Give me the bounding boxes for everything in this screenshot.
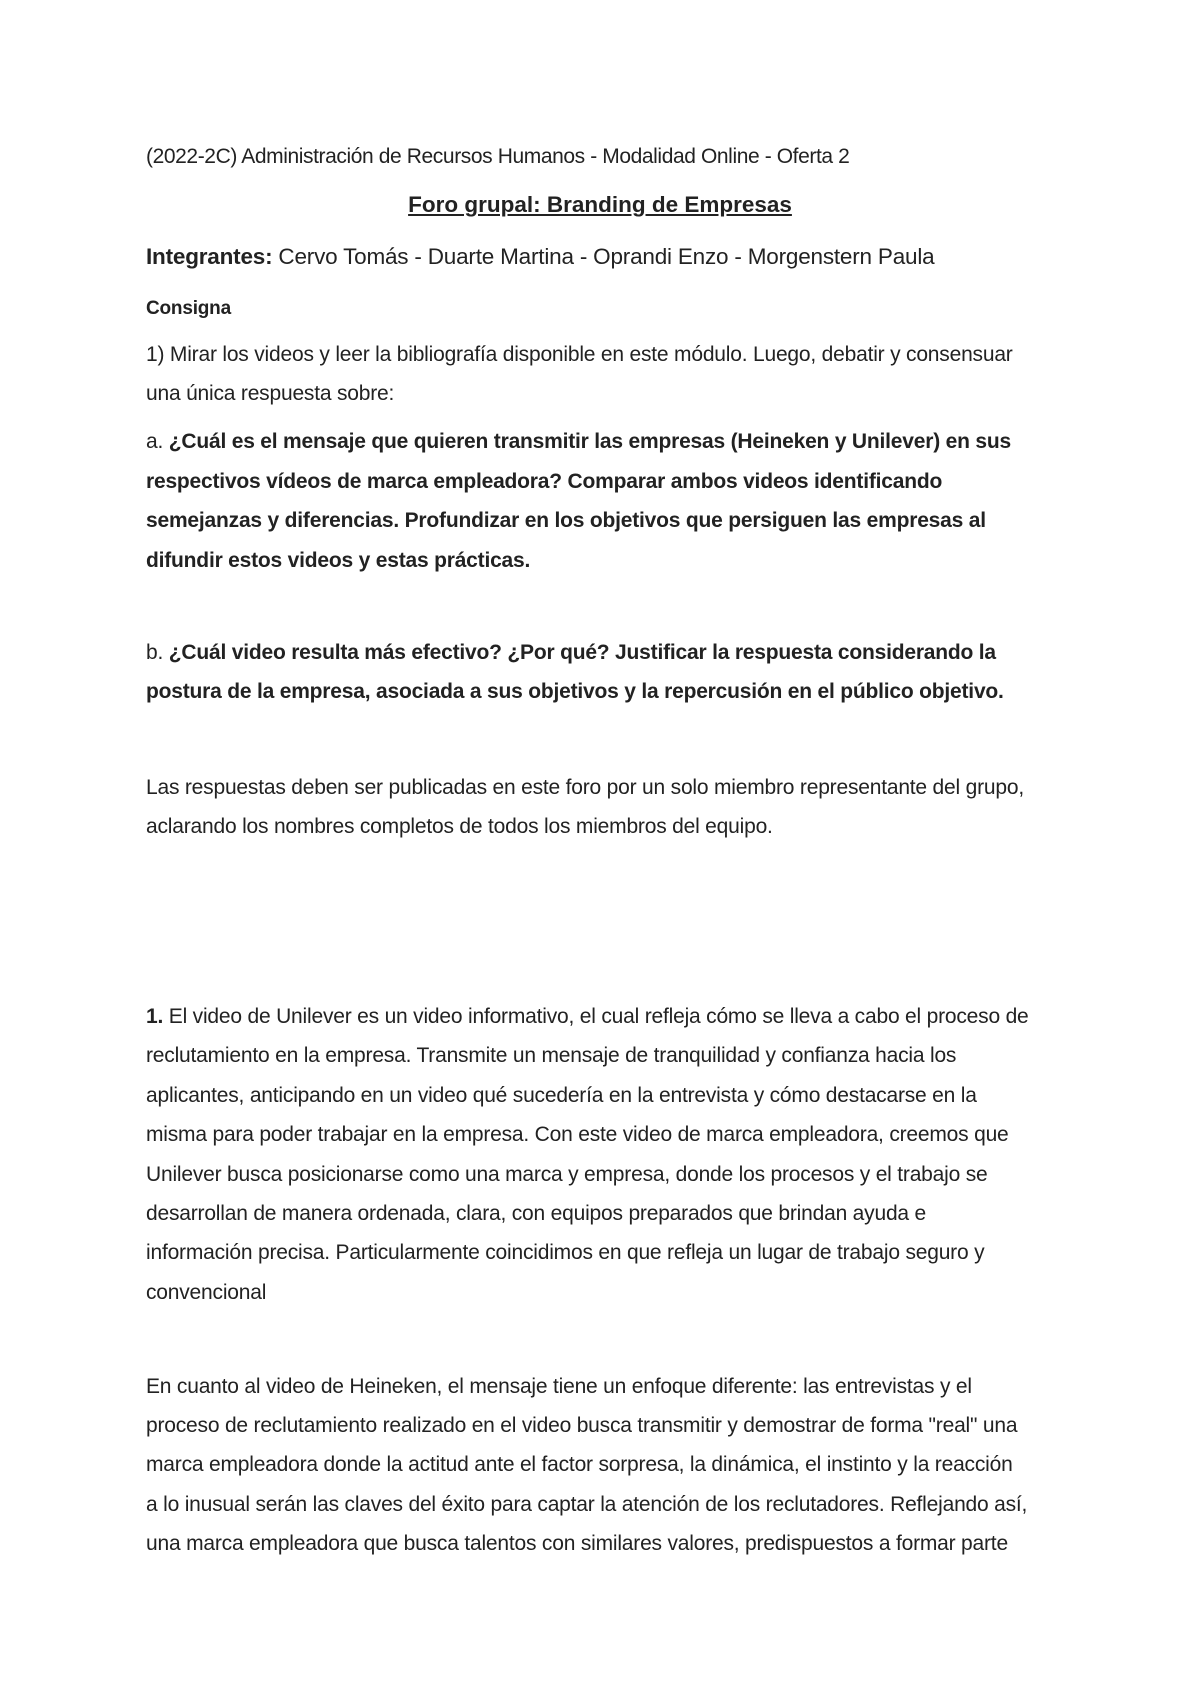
publish-note-line: aclarando los nombres completos de todos los miembros del equipo. bbox=[146, 815, 773, 838]
members-value: Cervo Tomás - Duarte Martina - Oprandi Enzo - Morgenstern Paula bbox=[272, 244, 935, 269]
answer-1-text: El video de Unilever es un video informativo, el cual refleja cómo se lleva a cabo el proceso de bbox=[163, 1005, 1029, 1028]
answer-1-number: 1. bbox=[146, 1005, 164, 1028]
question-a-prefix: a. bbox=[146, 430, 169, 453]
question-b-prefix: b. bbox=[146, 641, 169, 664]
answer-1-line: aplicantes, anticipando en un video qué sucedería en la entrevista y cómo destacarse en la bbox=[146, 1084, 977, 1107]
answer-1-line: reclutamiento en la empresa. Transmite un mensaje de tranquilidad y confianza hacia los bbox=[146, 1044, 957, 1067]
answer-2-line: a lo inusual serán las claves del éxito para captar la atención de los reclutadores. Reflejando así, bbox=[146, 1493, 1028, 1516]
answer-1-line: convencional bbox=[146, 1281, 267, 1304]
answer-1-line: Unilever busca posicionarse como una marca y empresa, donde los procesos y el trabajo se bbox=[146, 1163, 988, 1186]
question-a-line bbox=[146, 429, 1011, 455]
course-header: (2022-2C) Administración de Recursos Humanos - Modalidad Online - Oferta 2 bbox=[146, 145, 850, 168]
answer-2-line: En cuanto al video de Heineken, el mensaje tiene un enfoque diferente: las entrevistas y el bbox=[146, 1375, 972, 1398]
question-a-line: semejanzas y diferencias. Profundizar en los objetivos que persiguen las empresas al bbox=[146, 509, 986, 532]
answer-2-line: una marca empleadora que busca talentos con similares valores, predispuestos a formar parte bbox=[146, 1532, 1008, 1555]
instruction-line: 1) Mirar los videos y leer la bibliografía disponible en este módulo. Luego, debatir y consensuar bbox=[146, 343, 1013, 366]
answer-1-line: misma para poder trabajar en la empresa. Con este video de marca empleadora, creemos que bbox=[146, 1123, 1009, 1146]
instruction-line: una única respuesta sobre: bbox=[146, 382, 395, 405]
question-b-line bbox=[146, 640, 996, 666]
answer-1-line bbox=[146, 1004, 1029, 1030]
question-a-text: ¿Cuál es el mensaje que quieren transmitir las empresas (Heineken y Unilever) en sus bbox=[168, 430, 1011, 453]
answer-2-line: proceso de reclutamiento realizado en el video busca transmitir y demostrar de forma "real" una bbox=[146, 1414, 1018, 1437]
consigna-heading: Consigna bbox=[146, 298, 231, 319]
answer-2-line: marca empleadora donde la actitud ante el factor sorpresa, la dinámica, el instinto y la reacción bbox=[146, 1453, 1013, 1476]
members-label: Integrantes: bbox=[146, 244, 273, 269]
answer-1-line: información precisa. Particularmente coincidimos en que refleja un lugar de trabajo seguro y bbox=[146, 1241, 985, 1264]
question-a-line: respectivos vídeos de marca empleadora? Comparar ambos videos identificando bbox=[146, 470, 943, 493]
question-b-text: ¿Cuál video resulta más efectivo? ¿Por qué? Justificar la respuesta considerando la bbox=[168, 641, 996, 664]
answer-1-line: desarrollan de manera ordenada, clara, con equipos preparados que brindan ayuda e bbox=[146, 1202, 927, 1225]
members-line bbox=[146, 244, 934, 271]
page-title: Foro grupal: Branding de Empresas bbox=[408, 192, 792, 217]
question-a-line: difundir estos videos y estas prácticas. bbox=[146, 549, 531, 572]
publish-note-line: Las respuestas deben ser publicadas en este foro por un solo miembro representante del grupo, bbox=[146, 776, 1024, 799]
question-b-line: postura de la empresa, asociada a sus objetivos y la repercusión en el público objetivo. bbox=[146, 680, 1004, 703]
